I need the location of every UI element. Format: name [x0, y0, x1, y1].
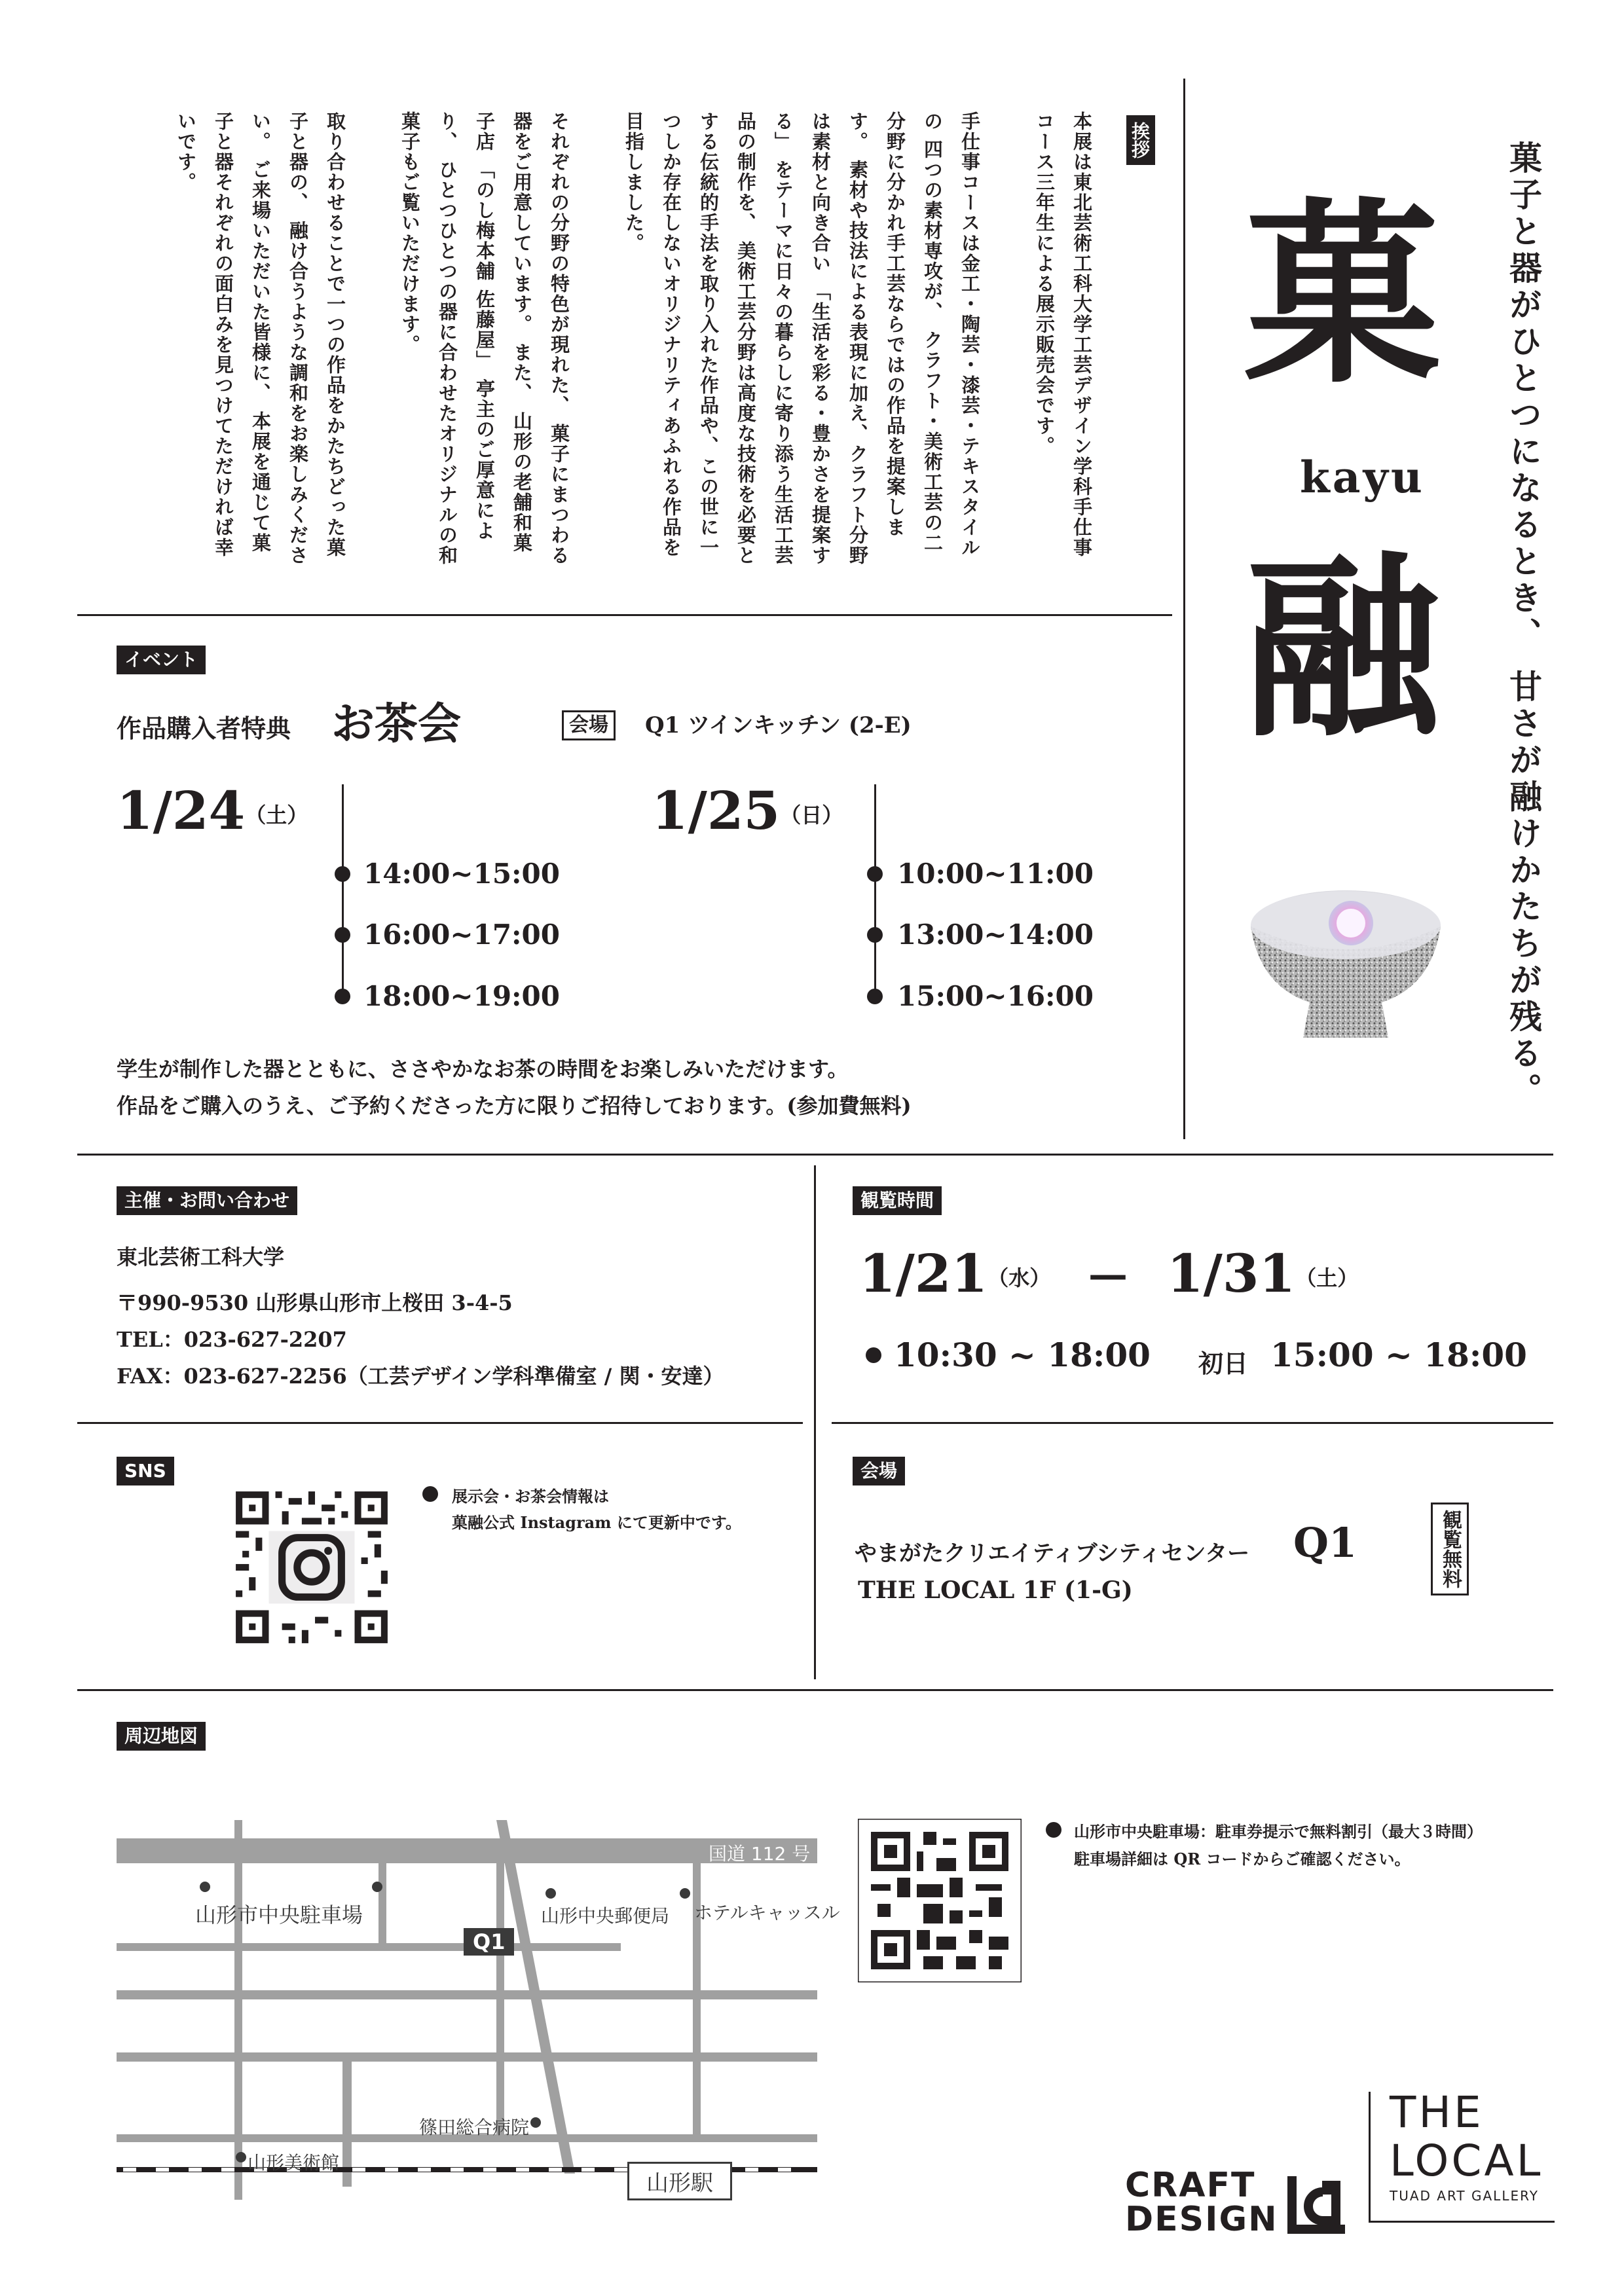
title-char-ka: 菓 [1244, 179, 1441, 410]
event-day1-timeline [342, 784, 344, 995]
gallery-logo-text: TUAD ART GALLERY [1390, 2188, 1539, 2204]
divider-under-event [77, 1154, 1553, 1156]
the-local-logo [1390, 2088, 1543, 2204]
venue-q1: Q1 [1293, 1519, 1357, 1567]
greeting-paragraph-2: 手仕事コースは金工・陶芸・漆芸・テキスタイルの 四つの素材専攻が、 クラフト・美術工芸の二分野に分かれ手工芸ならではの作品を提案します。 素材や技法による表現に加え、クラフト分野は素材と向き合い 「生活を彩る・豊かさを提案する」 をテーマに日々の暮らしに寄り添う生活工芸品の制作を、 美術工芸分野は高度な技術を必要とする伝統的手法を取り入れた作品や、この世に一つしか存在しないオリジナリティあふれる作品を目指しました。 [623, 111, 981, 566]
event-day2-slot3: 15:00~16:00 [897, 980, 1094, 1012]
event-subtitle: 作品購入者特典 [117, 714, 291, 743]
map-station-label: 山形駅 [627, 2162, 732, 2200]
hours-end [1167, 1243, 1359, 1304]
venue-tag: 会場 [853, 1457, 905, 1485]
event-name: お茶会 [331, 698, 461, 749]
map-museum-label: 山形美術館 [248, 2152, 340, 2174]
event-venue-label: 会場 [562, 710, 616, 740]
the-local-logo-underline [1369, 2221, 1555, 2223]
event-day2-slot1: 10:00~11:00 [897, 858, 1094, 890]
divider-middle-vertical [814, 1165, 816, 1679]
sns-dot [422, 1486, 438, 1502]
map-hotel-label: ホテルキャッスル [694, 1902, 840, 1923]
instagram-qr-code[interactable] [229, 1485, 394, 1650]
event-note-1: 学生が制作した器とともに、ささやかなお茶の時間をお楽しみいただけます。 [117, 1057, 849, 1082]
parking-line-1: 山形市中央駐車場：駐車券提示で無料割引（最大３時間） [1074, 1822, 1483, 1841]
divider-under-hours [832, 1422, 1553, 1424]
event-day2-date-text: 1/25 [652, 780, 781, 841]
title-tagline: 菓子と器がひとつになるとき、 甘さが融けかたちが残る。 [1504, 141, 1543, 1110]
event-day1-slot3-dot [335, 989, 350, 1004]
craft-design-logo [1125, 2166, 1278, 2239]
greeting-paragraph-1: 本展は東北芸術工科大学工芸デザイン学科手仕事コース三年生による展示販売会です。 [1033, 111, 1093, 558]
greeting-paragraph-3: それぞれの分野の特色が現れた、 菓子にまつわる器をご用意しています。 また、 山形の老舗和菓子店 「のし梅本舗 佐藤屋」 亭主のご厚意により、 ひとつひとつの器に合わせたオリジナルの和菓子もご覧いただけます。 [399, 111, 570, 566]
map-route-label: 国道 112 号 [709, 1843, 811, 1865]
hours-start-date: 1/21 [859, 1243, 988, 1304]
cd-logo-mark [1283, 2172, 1349, 2238]
greeting-text [130, 111, 1100, 570]
event-day1-slot3: 18:00~19:00 [363, 980, 560, 1012]
area-map [117, 1820, 817, 2200]
map-tag: 周辺地図 [117, 1722, 206, 1751]
hours-start [859, 1243, 1051, 1304]
divider-under-venue [77, 1689, 1553, 1691]
organizer-tag: 主催・お問い合わせ [117, 1186, 297, 1215]
local-logo-text: LOCAL [1390, 2136, 1543, 2186]
divider-under-greeting [77, 614, 1172, 616]
sns-tag: SNS [117, 1457, 174, 1485]
organizer-fax: FAX：023-627-2256（工芸デザイン学科準備室 / 関・安達） [117, 1364, 724, 1389]
venue-free-badge: 観覧無料 [1431, 1503, 1469, 1595]
event-day1-date [117, 780, 308, 841]
craft-logo-text: CRAFT [1125, 2166, 1256, 2205]
event-day2-weekday: （日） [780, 803, 843, 828]
title-char-yu: 融 [1244, 532, 1441, 763]
hours-time: 10:30 ~ 18:00 [894, 1336, 1151, 1374]
the-logo-text: THE [1390, 2087, 1484, 2138]
organizer-tel: TEL：023-627-2207 [117, 1327, 347, 1352]
hours-start-weekday: （水） [987, 1266, 1051, 1291]
event-tag: イベント [117, 646, 206, 674]
design-logo-text: DESIGN [1125, 2200, 1278, 2239]
hours-end-date: 1/31 [1167, 1243, 1296, 1304]
hours-first-day-time: 15:00 ~ 18:00 [1270, 1336, 1527, 1374]
venue-name: やまがたクリエイティブシティセンター [855, 1540, 1250, 1567]
map-hospital-label: 篠田総合病院 [419, 2117, 530, 2138]
hours-first-day-label: 初日 [1198, 1349, 1249, 1378]
map-parking-label: 山形市中央駐車場 [195, 1903, 363, 1927]
parking-qr-code[interactable] [858, 1819, 1022, 1982]
event-day2-date [652, 780, 843, 841]
event-day2-slot2-dot [867, 927, 883, 943]
venue-floor: THE LOCAL 1F (1-G) [858, 1576, 1133, 1604]
hours-dot [866, 1347, 881, 1363]
event-venue: Q1 ツインキッチン (2-E) [645, 712, 912, 738]
map-post-label: 山形中央郵便局 [541, 1905, 670, 1927]
organizer-name: 東北芸術工科大学 [117, 1245, 285, 1269]
bowl-image [1247, 881, 1444, 1044]
organizer-address: 〒990-9530 山形県山形市上桜田 3-4-5 [117, 1290, 513, 1315]
greeting-tag: 挨拶 [1126, 115, 1155, 165]
title-reading: kayu [1300, 452, 1425, 503]
event-day2-slot3-dot [867, 989, 883, 1004]
map-q1-marker: Q1 [464, 1928, 514, 1956]
event-day1-slot2-dot [335, 927, 350, 943]
parking-line-2: 駐車場詳細は QR コードからご確認ください。 [1074, 1850, 1411, 1868]
the-local-logo-divider [1369, 2092, 1371, 2223]
sns-line-1: 展示会・お茶会情報は [452, 1487, 609, 1506]
hours-end-weekday: （土） [1295, 1266, 1359, 1291]
event-day1-slot2: 16:00~17:00 [363, 919, 560, 951]
event-note-2: 作品をご購入のうえ、ご予約くださった方に限りご招待しております。(参加費無料) [117, 1093, 912, 1118]
event-day1-slot1-dot [335, 866, 350, 882]
event-day2-slot2: 13:00~14:00 [897, 919, 1094, 951]
divider-under-organizer [77, 1422, 803, 1424]
event-day1-weekday: （土） [245, 803, 308, 828]
greeting-paragraph-4: 取り合わせることで一つの作品をかたちどった菓子と器の、 融け合うような調和をお楽しみください。 ご来場いただいた皆様に、 本展を通じて菓子と器それぞれの面白みを見つけてただければ幸いです。 [175, 111, 346, 566]
hours-tag: 観覧時間 [853, 1186, 942, 1215]
parking-dot [1046, 1822, 1061, 1838]
hours-dash: — [1088, 1252, 1128, 1298]
title-divider [1183, 79, 1185, 1139]
event-day2-timeline [874, 784, 876, 995]
sns-line-2: 菓融公式 Instagram にて更新中です。 [452, 1513, 741, 1532]
event-day2-slot1-dot [867, 866, 883, 882]
event-day1-slot1: 14:00~15:00 [363, 858, 560, 890]
event-day1-date-text: 1/24 [117, 780, 246, 841]
